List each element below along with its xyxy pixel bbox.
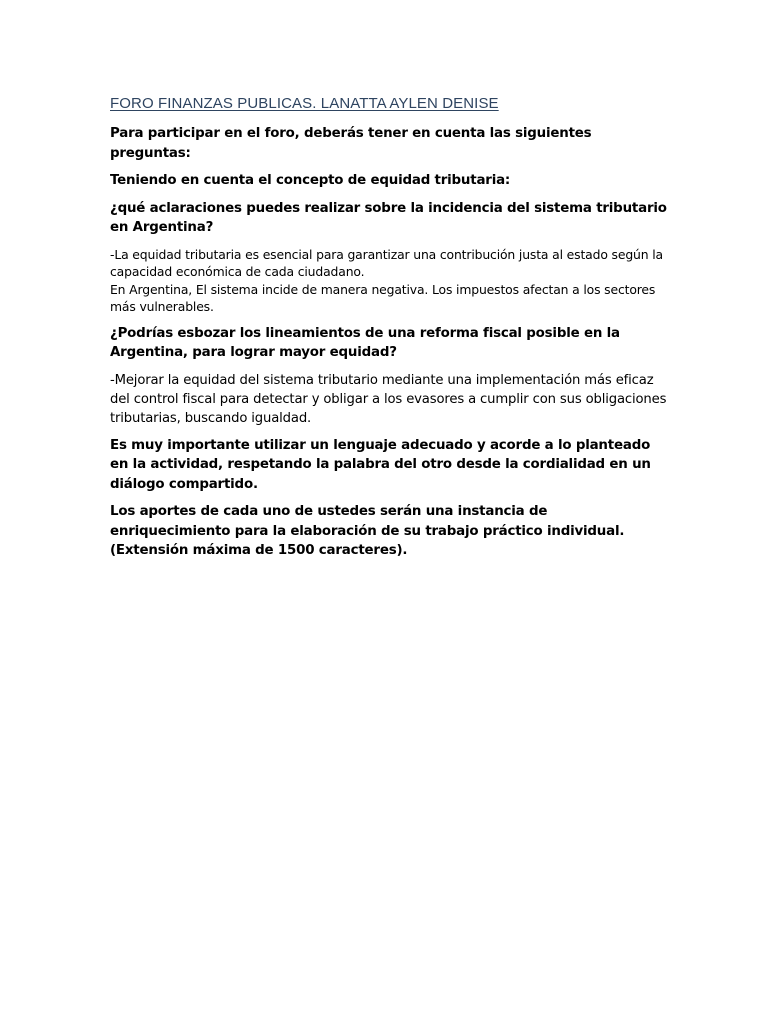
question-1: ¿qué aclaraciones puedes realizar sobre la incidencia del sistema tributario en Argentina? bbox=[110, 200, 667, 235]
answer-2: -Mejorar la equidad del sistema tributario mediante una implementación más eficaz del control fiscal para detectar y obligar a los evasores a cumplir con sus obligaciones tributarias, buscando igualdad. bbox=[110, 372, 667, 426]
context-instruction: Teniendo en cuenta el concepto de equidad tributaria: bbox=[110, 173, 511, 188]
answer-1 bbox=[110, 246, 670, 316]
intro-instruction: Para participar en el foro, deberás tener en cuenta las siguientes preguntas: bbox=[110, 126, 592, 161]
answer-1-line-1: -La equidad tributaria es esencial para garantizar una contribución justa al estado según la capacidad económica de cada ciudadano. bbox=[110, 246, 663, 279]
document-page bbox=[110, 94, 670, 569]
answer-1-line-2: En Argentina, El sistema incide de manera negativa. Los impuestos afectan a los sectores más vulnerables. bbox=[110, 281, 656, 314]
question-2: ¿Podrías esbozar los lineamientos de una reforma fiscal posible en la Argentina, para lograr mayor equidad? bbox=[110, 325, 620, 360]
document-title: FORO FINANZAS PUBLICAS. LANATTA AYLEN DENISE bbox=[110, 95, 499, 112]
note-language: Es muy importante utilizar un lenguaje adecuado y acorde a lo planteado en la actividad, respetando la palabra del otro desde la cordialidad en un diálogo compartido. bbox=[110, 437, 651, 492]
note-contributions: Los aportes de cada uno de ustedes serán una instancia de enriquecimiento para la elaboración de su trabajo práctico individual. (Extensión máxima de 1500 caracteres). bbox=[110, 504, 625, 558]
